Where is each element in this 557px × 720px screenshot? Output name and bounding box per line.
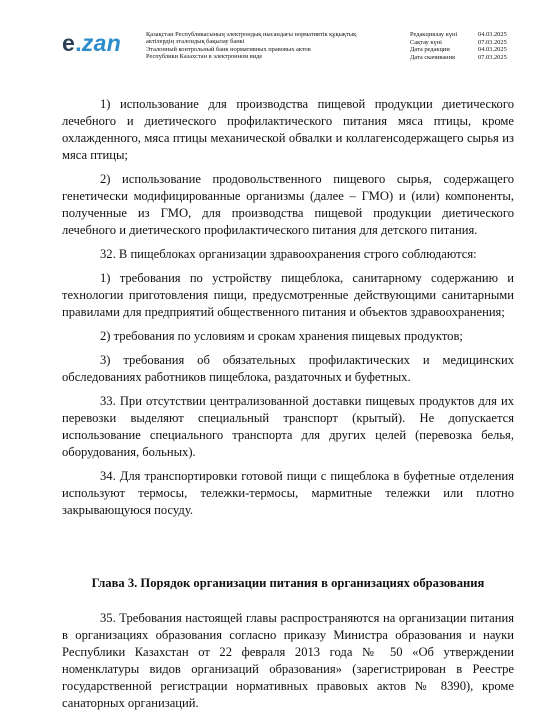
- header-line: Республики Казахстан в электронном виде: [146, 52, 263, 60]
- chapter-title: Глава 3. Порядок организации питания в организациях образования: [91, 576, 485, 590]
- paragraph: 1) использование для производства пищевой продукции диетического лечебного и диетического профилактического питания мяса птицы, кроме охлажденного, мяса птицы механической обвалки и коллагенсодержащего сырья из мяса птицы;: [62, 97, 514, 162]
- header-line: актілердің эталондық бақылау банкі: [146, 38, 245, 46]
- paragraph: 35. Требования настоящей главы распространяются на организации питания в организациях образования согласно приказу Министра образования и науки Республики Казахстан от 22 февраля 2013 года № 50 «Об утверждении номенклатуры видов организаций образования» (зарегистрирован в Реестре государственной регистрации нормативных правовых актов № 8390), кроме санаторных организаций.: [62, 611, 514, 710]
- meta-row: [410, 31, 520, 39]
- meta-row: [410, 39, 520, 47]
- logo-brand: e: [62, 30, 76, 56]
- meta-value: 07.03.2025: [478, 38, 507, 46]
- logo-name: zan: [81, 30, 122, 56]
- header-line: Қазақстан Республикасының электрондық нысандағы нормативтік құқықтық: [146, 31, 357, 38]
- meta-label: Дата скачивания: [410, 53, 455, 61]
- meta-label: Редакциялау күні: [410, 31, 458, 38]
- meta-value: 07.03.2025: [478, 53, 507, 61]
- paragraph: 32. В пищеблоках организации здравоохранения строго соблюдаются:: [100, 247, 477, 261]
- logo-dot: .: [75, 30, 82, 56]
- paragraph: 2) требования по условиям и срокам хранения пищевых продуктов;: [100, 329, 463, 343]
- meta-label: Дата редакции: [410, 46, 450, 53]
- paragraph: 1) требования по устройству пищеблока, санитарному содержанию и технологии приготовления пищи, предусмотренные действующими санитарными правилами для предприятий общественного питания и объектов здравоохранения;: [62, 271, 514, 319]
- meta-row: [410, 54, 520, 62]
- meta-label: Сақтау күні: [410, 38, 442, 46]
- paragraph: 33. При отсутствии централизованной доставки пищевых продуктов для их перевозки выделяют специальный транспорт (крытый). Не допускается использование специального транспорта для других целей (перевозка белья, оборудования, больных).: [62, 394, 514, 459]
- meta-row: [410, 46, 520, 54]
- header-source-text: [146, 31, 396, 60]
- header-meta: [410, 31, 520, 61]
- paragraph: 34. Для транспортировки готовой пищи с пищеблока в буфетные отделения используют термосы, тележки-термосы, мармитные тележки или плотно закрывающуюся посуду.: [62, 469, 514, 517]
- meta-value: 04.03.2025: [478, 31, 507, 38]
- header-line: Эталонный контрольный банк нормативных правовых актов: [146, 45, 311, 53]
- document-body: [62, 96, 514, 719]
- paragraph: 2) использование продовольственного пищевого сырья, содержащего генетически модифицированные организмы (далее – ГМО) и (или) компоненты, полученные из ГМО, для производства пищевой продукции диетического лечебного и диетического профилактического питания для детского питания.: [62, 172, 514, 237]
- ezan-logo[interactable]: [62, 30, 121, 57]
- meta-value: 04.03.2025: [478, 46, 507, 53]
- paragraph: 3) требования об обязательных профилактических и медицинских обследованиях работников пищеблока, раздаточных и буфетных.: [62, 353, 514, 384]
- document-header: [0, 0, 557, 80]
